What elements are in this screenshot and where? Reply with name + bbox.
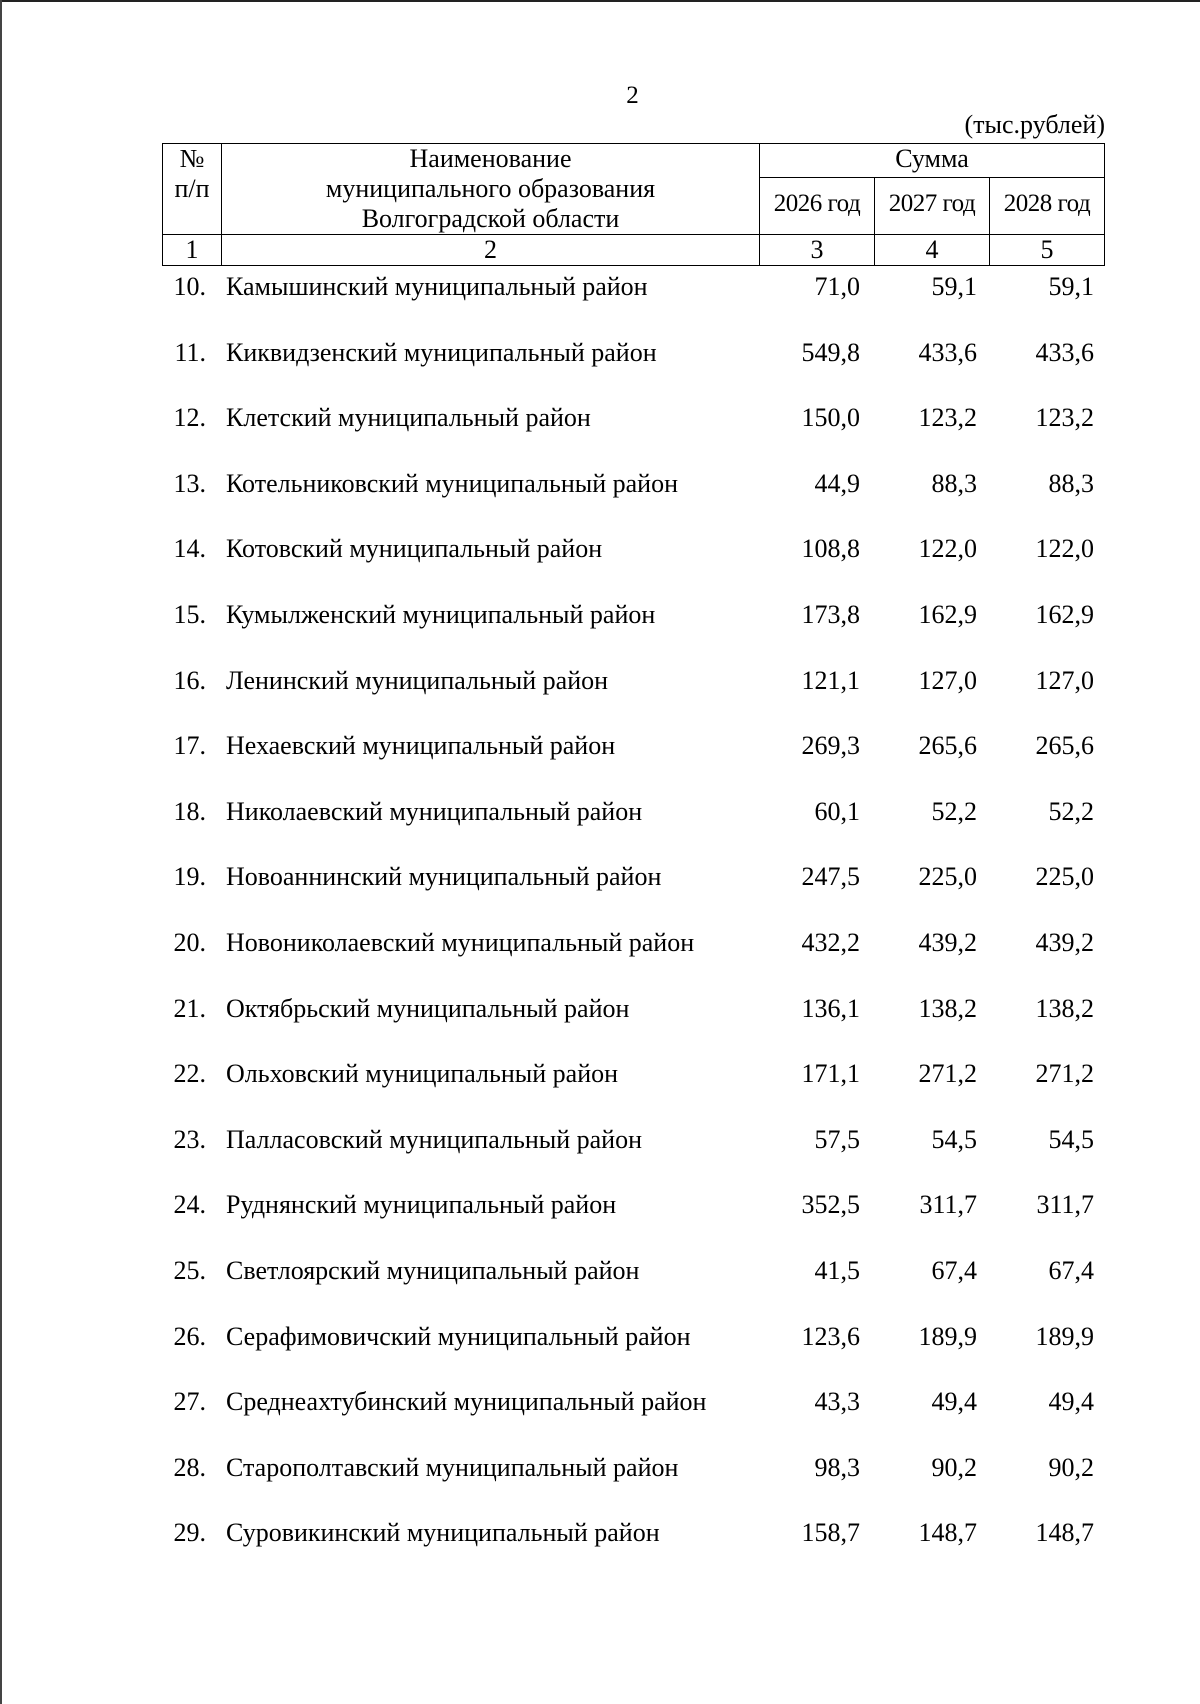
row-name: Старополтавский муниципальный район: [226, 1452, 679, 1482]
header-pp: п/п: [174, 174, 210, 203]
row-number: 22.: [173, 1059, 206, 1089]
row-value-2026: 57,5: [814, 1124, 860, 1154]
row-value-2026: 108,8: [801, 534, 860, 564]
row-value-2027: 122,0: [918, 534, 977, 564]
row-number: 27.: [173, 1387, 206, 1417]
row-value-2028: 59,1: [1048, 272, 1094, 301]
header-index-4: 4: [875, 235, 990, 266]
row-value-2028: 433,6: [1035, 337, 1094, 367]
row-value-2028: 162,9: [1035, 599, 1094, 629]
header-index-5: 5: [990, 235, 1105, 266]
row-value-2028: 52,2: [1048, 796, 1094, 826]
row-value-2028: 123,2: [1035, 403, 1094, 433]
header-name-line3: Волгоградской области: [361, 204, 620, 233]
row-name: Серафимовичский муниципальный район: [226, 1321, 691, 1351]
row-value-2027: 271,2: [918, 1059, 977, 1089]
table-row: [162, 272, 1104, 338]
row-name: Нехаевский муниципальный район: [226, 731, 616, 761]
table-row: [162, 666, 1104, 732]
row-value-2028: 127,0: [1035, 665, 1094, 695]
row-name: Октябрьский муниципальный район: [226, 993, 630, 1023]
row-value-2028: 122,0: [1035, 534, 1094, 564]
row-value-2026: 158,7: [801, 1518, 860, 1548]
header-year-2026: 2026 год: [760, 177, 875, 234]
row-name: Руднянский муниципальный район: [226, 1190, 617, 1220]
header-name-line1: Наименование: [409, 144, 572, 173]
row-value-2026: 549,8: [801, 337, 860, 367]
row-number: 20.: [173, 927, 206, 957]
row-name: Николаевский муниципальный район: [226, 796, 643, 826]
header-index-3: 3: [760, 235, 875, 266]
row-value-2027: 189,9: [918, 1321, 977, 1351]
table-header: [162, 143, 1105, 266]
row-value-2027: 123,2: [918, 403, 977, 433]
units-label: (тыс.рублей): [964, 110, 1105, 139]
header-year-2027: 2027 год: [875, 177, 990, 234]
row-name: Котельниковский муниципальный район: [226, 468, 678, 498]
row-number: 10.: [173, 272, 206, 301]
row-number: 26.: [173, 1321, 206, 1351]
row-number: 15.: [173, 599, 206, 629]
row-value-2027: 225,0: [918, 862, 977, 892]
row-value-2027: 433,6: [918, 337, 977, 367]
header-name-line2: муниципального образования: [325, 174, 656, 203]
row-number: 29.: [173, 1518, 206, 1548]
page-number: 2: [626, 82, 639, 109]
table-row: [162, 1453, 1104, 1519]
row-value-2027: 138,2: [918, 993, 977, 1023]
row-value-2026: 123,6: [801, 1321, 860, 1351]
row-number: 25.: [173, 1255, 206, 1285]
row-value-2028: 88,3: [1048, 468, 1094, 498]
row-name: Светлоярский муниципальный район: [226, 1255, 640, 1285]
header-col-name: [222, 144, 760, 235]
row-name: Палласовский муниципальный район: [226, 1124, 642, 1154]
row-name: Котовский муниципальный район: [226, 534, 603, 564]
row-number: 14.: [173, 534, 206, 564]
row-value-2026: 432,2: [801, 927, 860, 957]
row-number: 21.: [173, 993, 206, 1023]
header-sum: Сумма: [760, 144, 1105, 178]
row-name: Камышинский муниципальный район: [226, 272, 648, 301]
header-index-1: 1: [163, 235, 222, 266]
row-name: Кумылженский муниципальный район: [226, 599, 656, 629]
header-index-2: 2: [222, 235, 760, 266]
scan-edge-top: [0, 0, 1200, 2]
row-value-2026: 71,0: [814, 272, 860, 301]
row-value-2028: 271,2: [1035, 1059, 1094, 1089]
row-number: 13.: [173, 468, 206, 498]
row-value-2027: 265,6: [918, 731, 977, 761]
row-name: Ольховский муниципальный район: [226, 1059, 619, 1089]
row-value-2028: 311,7: [1036, 1190, 1094, 1220]
row-value-2028: 67,4: [1048, 1255, 1094, 1285]
row-value-2026: 98,3: [814, 1452, 860, 1482]
row-value-2027: 148,7: [918, 1518, 977, 1548]
table-row: [162, 1125, 1104, 1191]
table-row: [162, 1256, 1104, 1322]
header-number-sign: №: [179, 144, 205, 173]
table-row: [162, 994, 1104, 1060]
row-value-2027: 54,5: [931, 1124, 977, 1154]
table-row: [162, 534, 1104, 600]
row-value-2028: 49,4: [1048, 1387, 1094, 1417]
row-value-2028: 225,0: [1035, 862, 1094, 892]
table-row: [162, 1387, 1104, 1453]
row-number: 28.: [173, 1452, 206, 1482]
row-value-2026: 136,1: [801, 993, 860, 1023]
row-value-2026: 173,8: [801, 599, 860, 629]
row-value-2028: 148,7: [1035, 1518, 1094, 1548]
row-value-2027: 52,2: [931, 796, 977, 826]
table-row: [162, 928, 1104, 994]
row-number: 19.: [173, 862, 206, 892]
row-value-2028: 54,5: [1048, 1124, 1094, 1154]
row-name: Среднеахтубинский муниципальный район: [226, 1387, 707, 1417]
row-value-2027: 162,9: [918, 599, 977, 629]
table-row: [162, 1518, 1104, 1584]
row-value-2026: 41,5: [814, 1255, 860, 1285]
table-row: [162, 403, 1104, 469]
row-value-2026: 60,1: [814, 796, 860, 826]
row-number: 12.: [173, 403, 206, 433]
row-number: 23.: [173, 1124, 206, 1154]
table-row: [162, 731, 1104, 797]
row-value-2026: 121,1: [801, 665, 860, 695]
scan-edge-left: [0, 0, 2, 1704]
row-value-2028: 265,6: [1035, 731, 1094, 761]
row-name: Суровикинский муниципальный район: [226, 1518, 660, 1548]
table-row: [162, 1190, 1104, 1256]
row-value-2028: 90,2: [1048, 1452, 1094, 1482]
row-value-2026: 44,9: [814, 468, 860, 498]
row-value-2027: 59,1: [931, 272, 977, 301]
row-number: 17.: [173, 731, 206, 761]
table-row: [162, 1322, 1104, 1388]
row-value-2027: 127,0: [918, 665, 977, 695]
row-number: 11.: [174, 337, 206, 367]
header-year-2028: 2028 год: [990, 177, 1105, 234]
table-row: [162, 338, 1104, 404]
row-value-2027: 49,4: [931, 1387, 977, 1417]
row-value-2027: 90,2: [931, 1452, 977, 1482]
table-row: [162, 797, 1104, 863]
row-value-2027: 67,4: [931, 1255, 977, 1285]
row-value-2027: 88,3: [931, 468, 977, 498]
row-name: Новоаннинский муниципальный район: [226, 862, 662, 892]
table-row: [162, 600, 1104, 666]
row-value-2026: 269,3: [801, 731, 860, 761]
row-value-2028: 439,2: [1035, 927, 1094, 957]
row-value-2026: 247,5: [801, 862, 860, 892]
row-value-2026: 352,5: [801, 1190, 860, 1220]
row-name: Киквидзенский муниципальный район: [226, 337, 657, 367]
table-body: [162, 272, 1104, 1584]
row-value-2026: 171,1: [801, 1059, 860, 1089]
table-row: [162, 862, 1104, 928]
row-number: 24.: [173, 1190, 206, 1220]
row-value-2028: 189,9: [1035, 1321, 1094, 1351]
row-value-2026: 150,0: [801, 403, 860, 433]
row-number: 16.: [173, 665, 206, 695]
row-value-2028: 138,2: [1035, 993, 1094, 1023]
row-name: Клетский муниципальный район: [226, 403, 591, 433]
table-row: [162, 469, 1104, 535]
row-value-2027: 311,7: [919, 1190, 977, 1220]
row-number: 18.: [173, 796, 206, 826]
row-name: Ленинский муниципальный район: [226, 665, 609, 695]
table-row: [162, 1059, 1104, 1125]
row-value-2026: 43,3: [814, 1387, 860, 1417]
header-col-number: [163, 144, 222, 235]
row-name: Новониколаевский муниципальный район: [226, 927, 695, 957]
row-value-2027: 439,2: [918, 927, 977, 957]
